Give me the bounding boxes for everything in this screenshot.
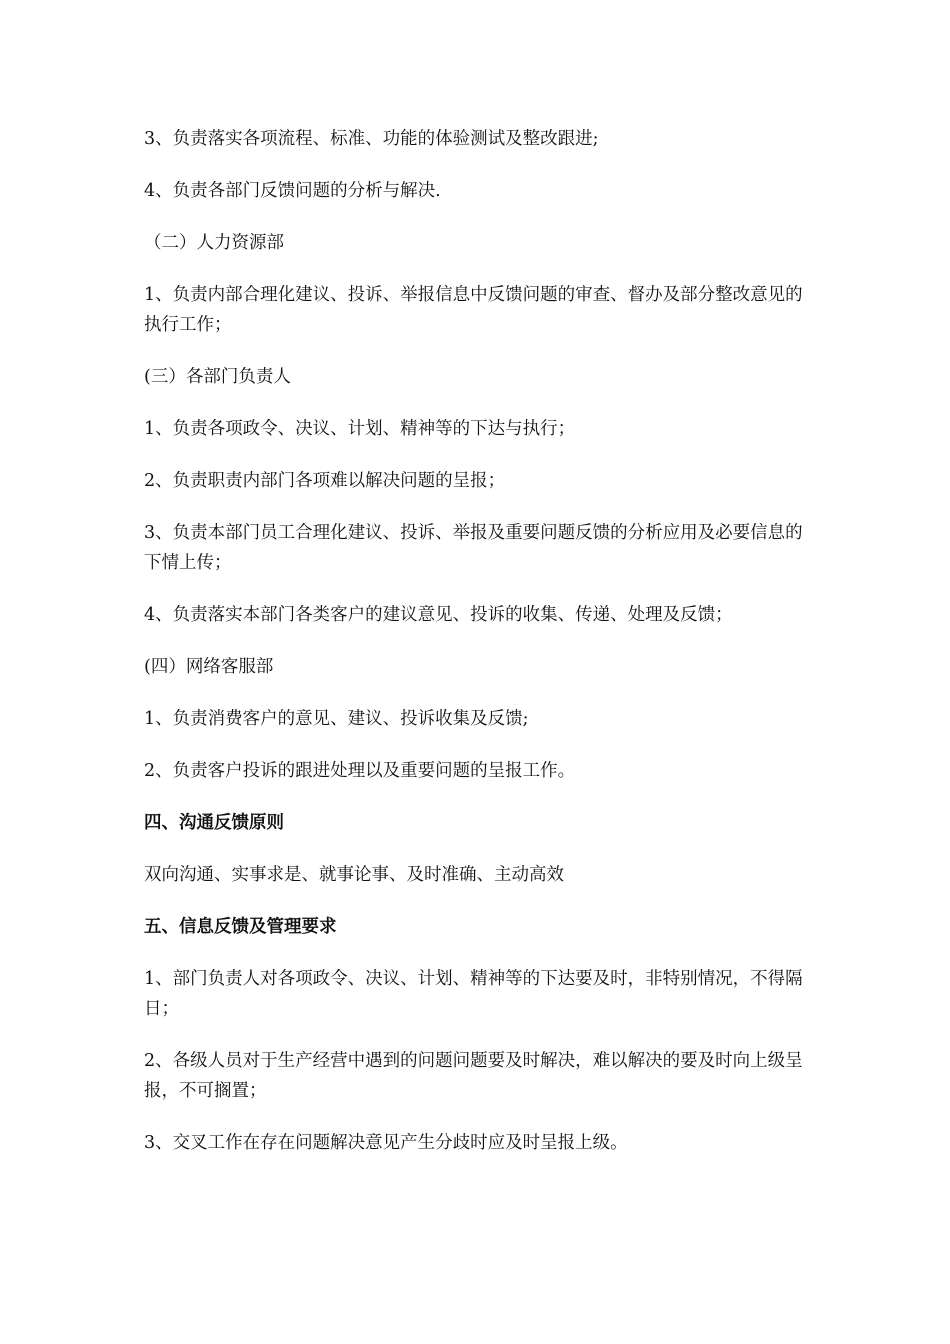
paragraph-service-item-1: 1、负责消费客户的意见、建议、投诉收集及反馈; <box>144 709 529 729</box>
section-heading-requirements: 五、信息反馈及管理要求 <box>144 917 337 937</box>
paragraph-principles: 双向沟通、实事求是、就事论事、及时准确、主动高效 <box>144 865 564 885</box>
paragraph-dept-item-2: 2、负责职责内部门各项难以解决问题的呈报； <box>144 471 506 491</box>
section-heading-principles: 四、沟通反馈原则 <box>144 813 284 833</box>
paragraph-item-4-analysis: 4、负责各部门反馈问题的分析与解决. <box>144 181 441 201</box>
document-page <box>144 124 814 1180</box>
subsection-title-online-service: (四）网络客服部 <box>144 657 274 677</box>
paragraph-dept-item-1: 1、负责各项政令、决议、计划、精神等的下达与执行； <box>144 419 576 439</box>
subsection-title-hr: （二）人力资源部 <box>144 233 284 253</box>
paragraph-dept-item-3: 3、负责本部门员工合理化建议、投诉、举报及重要问题反馈的分析应用及必要信息的下情上传； <box>144 523 803 573</box>
paragraph-service-item-2: 2、负责客户投诉的跟进处理以及重要问题的呈报工作。 <box>144 761 576 781</box>
subsection-title-dept-heads: (三）各部门负责人 <box>144 367 291 387</box>
paragraph-requirement-3: 3、交叉工作在存在问题解决意见产生分歧时应及时呈报上级。 <box>144 1133 628 1153</box>
paragraph-requirement-2: 2、各级人员对于生产经营中遇到的问题问题要及时解决，难以解决的要及时向上级呈报，不可搁置； <box>144 1051 803 1101</box>
paragraph-dept-item-4: 4、负责落实本部门各类客户的建议意见、投诉的收集、传递、处理及反馈； <box>144 605 733 625</box>
paragraph-hr-item-1: 1、负责内部合理化建议、投诉、举报信息中反馈问题的审查、督办及部分整改意见的执行工作； <box>144 285 803 335</box>
paragraph-requirement-1: 1、部门负责人对各项政令、决议、计划、精神等的下达要及时，非特别情况，不得隔日； <box>144 969 803 1019</box>
paragraph-item-3-testing: 3、负责落实各项流程、标准、功能的体验测试及整改跟进; <box>144 129 599 149</box>
